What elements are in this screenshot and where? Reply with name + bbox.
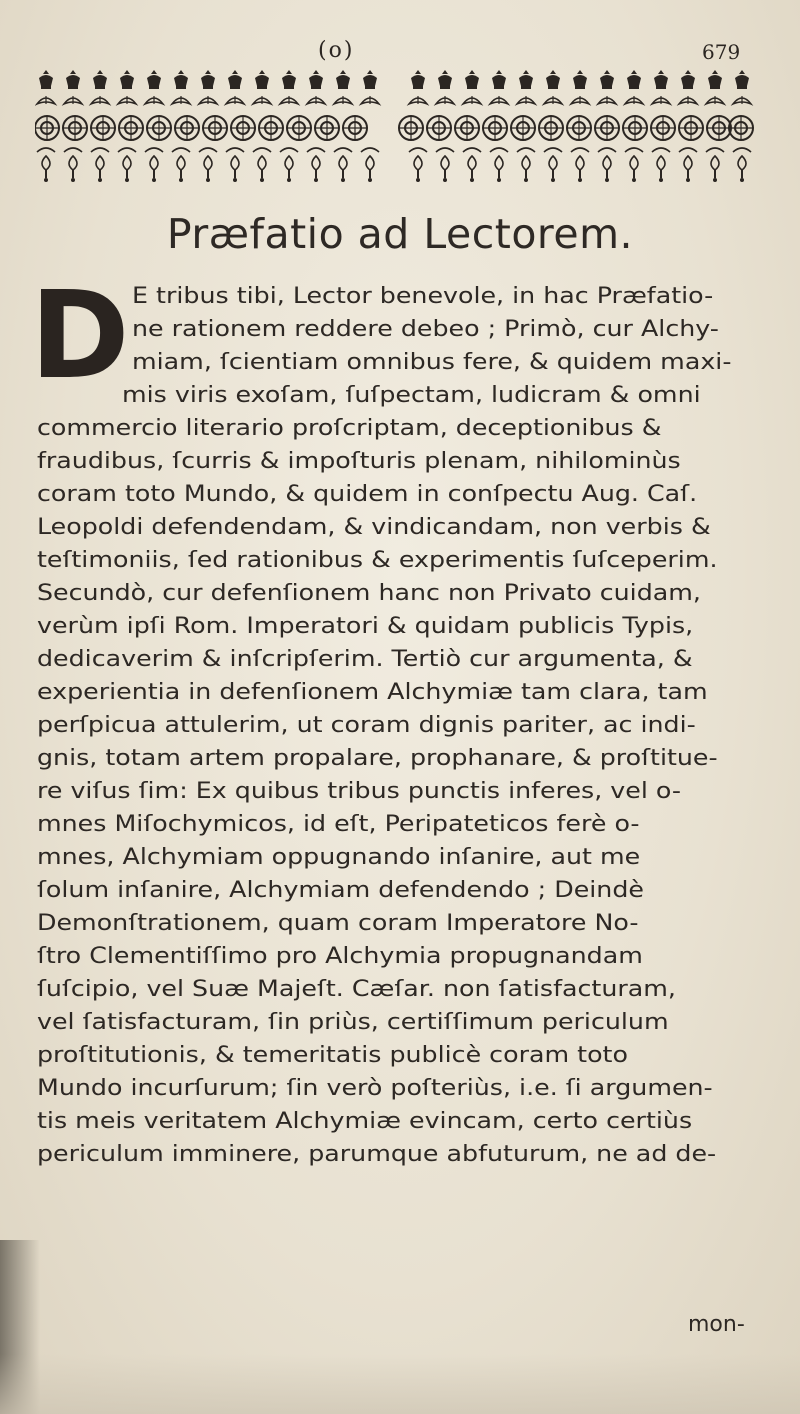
page-title: Præfatio ad Lectorem. bbox=[166, 210, 634, 258]
text-line: ne rationem reddere debeo ; Primò, cur Alchy- bbox=[132, 317, 719, 342]
text-line: mis viris exoſam, ſuſpectam, ludicram & omni bbox=[122, 383, 701, 408]
text-line: Secundò, cur defenſionem hanc non Privato cuidam, bbox=[37, 581, 701, 606]
text-line: Leopoldi defendendam, & vindicandam, non verbis & bbox=[37, 515, 711, 540]
text-line: fraudibus, ſcurris & impoſturis plenam, nihilominùs bbox=[37, 449, 681, 474]
text-line: dedicaverim & inſcripſerim. Tertiò cur argumenta, & bbox=[37, 647, 693, 672]
drop-cap-initial: D bbox=[30, 267, 130, 406]
catchword: mon- bbox=[688, 1312, 745, 1337]
text-line: mnes, Alchymiam oppugnando inſanire, aut me bbox=[37, 845, 641, 870]
text-line: mnes Miſochymicos, id eſt, Peripateticos ferè o- bbox=[37, 812, 640, 837]
text-line: ſtro Clementiſſimo pro Alchymia propugnandam bbox=[37, 944, 643, 969]
text-line: coram toto Mundo, & quidem in conſpectu Aug. Caſ. bbox=[37, 482, 698, 507]
text-line: re viſus ſim: Ex quibus tribus punctis inferes, vel o- bbox=[37, 779, 681, 804]
text-line: miam, ſcientiam omnibus fere, & quidem maxi- bbox=[132, 350, 732, 375]
text-line: teſtimoniis, ſed rationibus & experimentis ſuſceperim. bbox=[37, 548, 718, 573]
folio-mark: (o) bbox=[318, 38, 355, 63]
page-number: 679 bbox=[702, 40, 741, 64]
text-line: experientia in defenſionem Alchymiæ tam clara, tam bbox=[37, 680, 708, 705]
text-line: Demonſtrationem, quam coram Imperatore No- bbox=[37, 911, 639, 936]
text-line: tis meis veritatem Alchymiæ evincam, certo certiùs bbox=[37, 1109, 693, 1134]
text-line: periculum imminere, parumque abfuturum, ne ad de- bbox=[37, 1142, 717, 1167]
text-line: Mundo incurſurum; ſin verò poſteriùs, i.e. ſi argumen- bbox=[37, 1076, 713, 1101]
text-line: gnis, totam artem propalare, prophanare, & proſtitue- bbox=[37, 746, 718, 771]
text-line: ſuſcipio, vel Suæ Majeſt. Cæſar. non ſatisfacturam, bbox=[37, 977, 676, 1002]
text-line: perſpicua attulerim, ut coram dignis pariter, ac indi- bbox=[37, 713, 696, 738]
text-line: vel ſatisfacturam, ſin priùs, certiſſimum periculum bbox=[37, 1010, 669, 1035]
text-line: proſtitutionis, & temeritatis publicè coram toto bbox=[37, 1043, 628, 1068]
text-line: verùm ipſi Rom. Imperatori & quidam publicis Typis, bbox=[37, 614, 694, 639]
page-bottom-fade bbox=[0, 1354, 800, 1414]
text-line: E tribus tibi, Lector benevole, in hac Præfatio- bbox=[132, 284, 714, 309]
text-line: ſolum inſanire, Alchymiam defendendo ; Deindè bbox=[37, 878, 644, 903]
text-line: commercio literario proſcriptam, deceptionibus & bbox=[37, 416, 662, 441]
